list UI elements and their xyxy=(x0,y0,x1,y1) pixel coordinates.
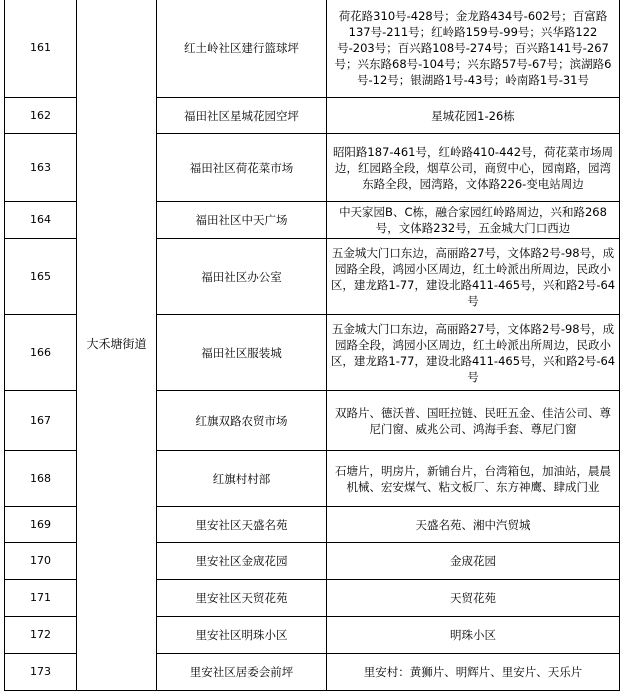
row-number: 170 xyxy=(5,543,77,580)
scope: 星城花园1-26栋 xyxy=(327,98,620,134)
location: 福田社区星城花园空坪 xyxy=(157,98,327,134)
row-number: 168 xyxy=(5,451,77,507)
scope: 五金城大门口东边，高丽路27号，文体路2号-98号，成园路全段，鸿园小区周边，红土岭派出所周边，民政小区，建龙路1-77，建设北路411-465号，兴和路2号-64号 xyxy=(327,239,620,315)
row-number: 164 xyxy=(5,202,77,239)
scope: 石塘片，明房片，新铺台片，台湾箱包，加油站，晨晨机械、宏安煤气、粘文板厂、东方神鹰、肆成门业 xyxy=(327,451,620,507)
location: 红旗双路农贸市场 xyxy=(157,391,327,451)
location: 里安社区明珠小区 xyxy=(157,617,327,654)
location: 里安社区金宬花园 xyxy=(157,543,327,580)
location: 里安社区天盛名苑 xyxy=(157,507,327,543)
location: 红旗村村部 xyxy=(157,451,327,507)
row-number: 167 xyxy=(5,391,77,451)
location: 里安社区居委会前坪 xyxy=(157,654,327,691)
row-number: 162 xyxy=(5,98,77,134)
scope: 中天家园B、C栋，融合家园红岭路周边，兴和路268号，文体路232号，五金城大门口西边 xyxy=(327,202,620,239)
street-name: 大禾塘街道 xyxy=(77,0,157,691)
scope: 五金城大门口东边，高丽路27号，文体路2号-98号，成园路全段，鸿园小区周边，红土岭派出所周边，民政小区，建龙路1-77，建设北路411-465号，兴和路2号-64号 xyxy=(327,315,620,391)
scope: 金宬花园 xyxy=(327,543,620,580)
scope: 昭阳路187-461号，红岭路410-442号，荷花菜市场周边，红园路全段，烟草公司，商贸中心，园南路，园湾东路全段，园湾路，文体路226-变电站周边 xyxy=(327,134,620,202)
scope: 天盛名苑、湘中汽贸城 xyxy=(327,507,620,543)
location: 福田社区荷花菜市场 xyxy=(157,134,327,202)
row-number: 163 xyxy=(5,134,77,202)
row-number: 161 xyxy=(5,0,77,98)
scope: 里安村：黄狮片、明辉片、里安片、天乐片 xyxy=(327,654,620,691)
row-number: 173 xyxy=(5,654,77,691)
location: 福田社区办公室 xyxy=(157,239,327,315)
row-number: 172 xyxy=(5,617,77,654)
scope: 天贸花苑 xyxy=(327,580,620,617)
row-number: 165 xyxy=(5,239,77,315)
scope: 荷花路310号-428号；金龙路434号-602号；百富路137号-211号；红岭路159号-99号；兴华路122号-203号；百兴路108号-274号；百兴路141号-267号；兴东路68号-104号；兴东路57号-67号；滨湖路6号-12号；银湖路1号-43号；岭南路1号-31号 xyxy=(327,0,620,98)
row-number: 169 xyxy=(5,507,77,543)
table-row xyxy=(5,0,620,98)
row-number: 166 xyxy=(5,315,77,391)
location: 福田社区服装城 xyxy=(157,315,327,391)
row-number: 171 xyxy=(5,580,77,617)
location: 里安社区天贸花苑 xyxy=(157,580,327,617)
scope: 明珠小区 xyxy=(327,617,620,654)
polling-station-table xyxy=(4,0,620,691)
location: 红土岭社区建行篮球坪 xyxy=(157,0,327,98)
location: 福田社区中天广场 xyxy=(157,202,327,239)
scope: 双路片、德沃普、国旺拉链、民旺五金、佳洁公司、尊尼门窗、威兆公司、鸿海手套、尊尼门窗 xyxy=(327,391,620,451)
